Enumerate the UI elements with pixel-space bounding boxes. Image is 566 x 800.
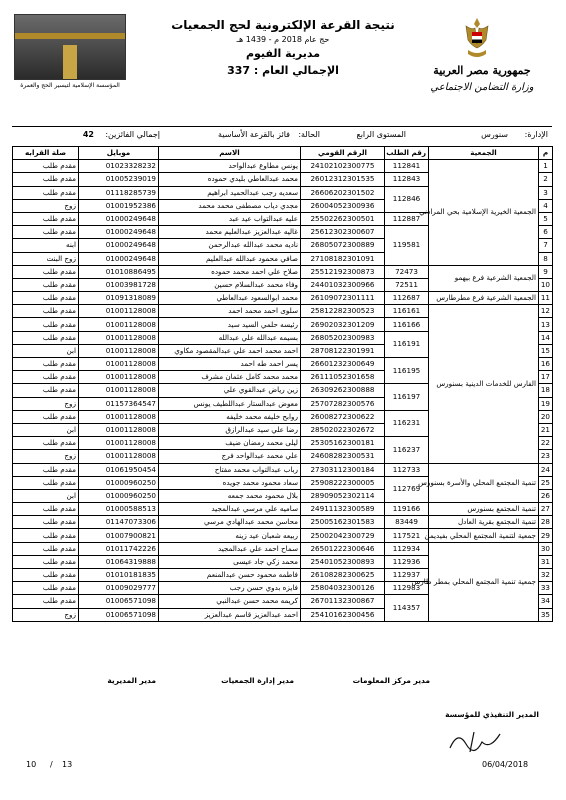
relationship: مقدم طلب [13, 160, 79, 173]
order-number: 112841 [385, 160, 429, 173]
mobile-number: 01000960250 [79, 476, 159, 489]
row-number: 15 [539, 344, 553, 357]
order-number: 119581 [385, 226, 429, 266]
association-name: الفارس للخدمات الدينية بسنورس [429, 305, 539, 463]
person-name: محمد عبدالعاطي بليدي حموده [159, 173, 301, 186]
relationship: مقدم طلب [13, 305, 79, 318]
row-number: 18 [539, 384, 553, 397]
col-header: الرقم القومي [301, 147, 385, 160]
order-number: 112983 [385, 582, 429, 595]
mobile-number: 01009029777 [79, 582, 159, 595]
person-name: يسر احمد طه احمد [159, 358, 301, 371]
page-header [0, 0, 566, 120]
relationship: مقدم طلب [13, 173, 79, 186]
national-id: 26309262300888 [301, 384, 385, 397]
row-number: 32 [539, 569, 553, 582]
national-id: 25707282300576 [301, 397, 385, 410]
row-number: 28 [539, 516, 553, 529]
order-number: 116231 [385, 410, 429, 436]
title-block [150, 18, 416, 77]
person-name: روابح خليفه محمد خليفه [159, 410, 301, 423]
person-name: سلوى احمد محمد احمد [159, 305, 301, 318]
person-name: محاسن محمد عبدالهادي مرسي [159, 516, 301, 529]
mobile-number: 01003981728 [79, 278, 159, 291]
association-name: الجمعية الخيرية الإسلامية بحي المرادني [429, 160, 539, 266]
page-subtitle: حج عام 2018 م - 1439 هـ [236, 35, 330, 44]
person-name: بلال محمود محمد جمعه [159, 489, 301, 502]
relationship: مقدم طلب [13, 265, 79, 278]
table-row [13, 529, 553, 542]
relationship: ابن [13, 489, 79, 502]
person-name: كريمه محمد حسن عبدالنبي [159, 595, 301, 608]
relationship: مقدم طلب [13, 569, 79, 582]
person-name: غاليه عبدالعزيز عبدالعليم محمد [159, 226, 301, 239]
order-number: 72473 [385, 265, 429, 278]
person-name: وفاء محمد عبدالسلام حسين [159, 278, 301, 291]
mobile-number: 01007900821 [79, 529, 159, 542]
person-name: عليه عبدالتواب عيد عبد [159, 212, 301, 225]
mobile-number: 01005239019 [79, 173, 159, 186]
national-id: 26805202300983 [301, 331, 385, 344]
mobile-number: 01011742226 [79, 542, 159, 555]
col-header: الاسم [159, 147, 301, 160]
mobile-number: 01064319888 [79, 555, 159, 568]
order-number: 119166 [385, 503, 429, 516]
mobile-number: 01091318089 [79, 292, 159, 305]
order-number: 116191 [385, 331, 429, 357]
mobile-number: 01001128008 [79, 410, 159, 423]
relationship: مقدم طلب [13, 371, 79, 384]
person-name: بسيمه عبدالله علي عبدالله [159, 331, 301, 344]
row-number: 10 [539, 278, 553, 291]
order-number: 116197 [385, 384, 429, 410]
col-header: صلة القرابه [13, 147, 79, 160]
table-row [13, 292, 553, 305]
person-name: محمد ابوالسعود عبدالعاطي [159, 292, 301, 305]
status-label: الحالة: [298, 130, 320, 139]
national-id: 25502262300501 [301, 212, 385, 225]
handwritten-signature [440, 726, 520, 756]
national-id: 27303112300184 [301, 463, 385, 476]
person-name: احمد عبدالعزيز قاسم عبدالعزيز [159, 608, 301, 621]
national-id: 26501222300646 [301, 542, 385, 555]
winners-value: 42 [82, 130, 94, 139]
relationship: مقدم طلب [13, 437, 79, 450]
national-id: 28502022302672 [301, 423, 385, 436]
national-id: 24102102300775 [301, 160, 385, 173]
info-bar [12, 126, 552, 143]
row-number: 22 [539, 437, 553, 450]
table-row [13, 542, 553, 555]
person-name: سعديه رجب عبدالحميد ابراهيم [159, 186, 301, 199]
row-number: 2 [539, 173, 553, 186]
order-number: 116195 [385, 358, 429, 384]
relationship: زوج [13, 397, 79, 410]
national-id: 26606202301502 [301, 186, 385, 199]
person-name: علي محمد عبدالواحد فرج [159, 450, 301, 463]
person-name: فاطمه محمود حسن عبدالمنعم [159, 569, 301, 582]
order-number: 112937 [385, 569, 429, 582]
national-id: 26108282300625 [301, 569, 385, 582]
association-name: الجمعية الشرعية فرع بيهمو [429, 265, 539, 291]
national-id: 25908222300005 [301, 476, 385, 489]
mobile-number: 01118285739 [79, 186, 159, 199]
person-name: فايزه بدوي حسن رجب [159, 582, 301, 595]
association-name: الجمعية الشرعية فرع مطرطارس [429, 292, 539, 305]
order-number: 112843 [385, 173, 429, 186]
national-id: 25410162300456 [301, 608, 385, 621]
results-table [12, 146, 553, 622]
mobile-number: 01061950454 [79, 463, 159, 476]
relationship: مقدم طلب [13, 292, 79, 305]
person-name: يونس مطاوع عبدالواحد [159, 160, 301, 173]
row-number: 8 [539, 252, 553, 265]
national-id: 26109072301111 [301, 292, 385, 305]
table-row [13, 305, 553, 318]
order-number: 116161 [385, 305, 429, 318]
relationship: زوج [13, 450, 79, 463]
order-number: 112934 [385, 542, 429, 555]
page-total: 13 [62, 760, 73, 769]
person-name: سعاد محمود محمد جويده [159, 476, 301, 489]
association-name: جمعية تنمية المجتمع المحلي بمطر طارس [429, 542, 539, 621]
person-name: رضا علي سيد عبدالرازق [159, 423, 301, 436]
ministry-name: وزارة التضامن الاجتماعي [430, 82, 534, 93]
row-number: 14 [539, 331, 553, 344]
row-number: 20 [539, 410, 553, 423]
table-body [13, 160, 553, 622]
relationship: مقدم طلب [13, 516, 79, 529]
row-number: 26 [539, 489, 553, 502]
association-name: تنمية المجتمع بقرية العادل [429, 516, 539, 529]
mobile-number: 01010181835 [79, 569, 159, 582]
level-label: المستوى الرابع [356, 130, 406, 139]
person-name: سماح احمد علي عبدالمجيد [159, 542, 301, 555]
row-number: 23 [539, 450, 553, 463]
row-number: 4 [539, 199, 553, 212]
national-id: 28708122301991 [301, 344, 385, 357]
mobile-number: 01000249648 [79, 252, 159, 265]
mobile-number: 01006571098 [79, 608, 159, 621]
col-header: رقم الطلب [385, 147, 429, 160]
person-name: احمد محمد احمد علي عبدالمقصود مكاوي [159, 344, 301, 357]
row-number: 12 [539, 305, 553, 318]
row-number: 13 [539, 318, 553, 331]
row-number: 24 [539, 463, 553, 476]
signature-row [12, 676, 552, 696]
row-number: 21 [539, 423, 553, 436]
association-name: تنمية المجتمع بسنورس [429, 503, 539, 516]
person-name: ليلى محمد رمضان ضيف [159, 437, 301, 450]
association-name: تنمية المجتمع المحلي والأسرة بسنورس [429, 463, 539, 503]
mobile-number: 01006571098 [79, 595, 159, 608]
table-header-row [13, 147, 553, 160]
order-number: 114357 [385, 595, 429, 621]
org-caption: المؤسسة الإسلامية لتيسير الحج والعمرة [20, 82, 120, 89]
national-id: 25512192300873 [301, 265, 385, 278]
row-number: 1 [539, 160, 553, 173]
national-id: 28909052302114 [301, 489, 385, 502]
national-id: 25812282300523 [301, 305, 385, 318]
national-id: 25002042300729 [301, 529, 385, 542]
mobile-number: 01001128008 [79, 344, 159, 357]
row-number: 17 [539, 371, 553, 384]
national-id: 24608282300531 [301, 450, 385, 463]
national-id: 26008272300622 [301, 410, 385, 423]
mobile-number: 01001128008 [79, 305, 159, 318]
mobile-number: 01001128008 [79, 423, 159, 436]
relationship: زوج [13, 608, 79, 621]
order-number: 72511 [385, 278, 429, 291]
person-name: معوض عبدالستار عبداللطيف يونس [159, 397, 301, 410]
order-number: 112887 [385, 212, 429, 225]
relationship: مقدم طلب [13, 595, 79, 608]
row-number: 27 [539, 503, 553, 516]
relationship: مقدم طلب [13, 226, 79, 239]
national-id: 26805072300889 [301, 239, 385, 252]
order-number: 112846 [385, 186, 429, 212]
person-name: صلاح علي احمد محمد حموده [159, 265, 301, 278]
national-id: 25401052300893 [301, 555, 385, 568]
national-id: 26004052300936 [301, 199, 385, 212]
row-number: 30 [539, 542, 553, 555]
row-number: 29 [539, 529, 553, 542]
order-number: 83449 [385, 516, 429, 529]
mobile-number: 01001952386 [79, 199, 159, 212]
relationship: زوج [13, 199, 79, 212]
relationship: زوج البنت [13, 252, 79, 265]
relationship: ابن [13, 344, 79, 357]
relationship: مقدم طلب [13, 463, 79, 476]
person-name: محمد زكي جاد عيسى [159, 555, 301, 568]
row-number: 34 [539, 595, 553, 608]
sig-assoc-admin: مدير إدارة الجمعيات [221, 676, 294, 685]
national-id: 26601232300649 [301, 358, 385, 371]
relationship: مقدم طلب [13, 358, 79, 371]
order-number: 116237 [385, 437, 429, 463]
relationship: مقدم طلب [13, 410, 79, 423]
mobile-number: 01023328232 [79, 160, 159, 173]
relationship: مقدم طلب [13, 384, 79, 397]
mobile-number: 01000249648 [79, 226, 159, 239]
relationship: مقدم طلب [13, 318, 79, 331]
relationship: مقدم طلب [13, 476, 79, 489]
mobile-number: 01010886495 [79, 265, 159, 278]
relationship: مقدم طلب [13, 529, 79, 542]
table-row [13, 463, 553, 476]
row-number: 25 [539, 476, 553, 489]
page-title: نتيجة القرعة الإلكترونية لحج الجمعيات [171, 18, 395, 32]
order-number: 112733 [385, 463, 429, 476]
national-id: 25305162300181 [301, 437, 385, 450]
relationship: مقدم طلب [13, 582, 79, 595]
person-name: ربيعه شعبان عيد زينه [159, 529, 301, 542]
mobile-number: 01001128008 [79, 318, 159, 331]
row-number: 11 [539, 292, 553, 305]
col-header: الجمعية [429, 147, 539, 160]
person-name: محمد محمد كامل عثمان مشرف [159, 371, 301, 384]
eagle-emblem-icon [462, 16, 492, 62]
admin-value: سنورس [481, 130, 508, 139]
association-name: جمعية لتنمية المجتمع المحلي بفيديمن [429, 529, 539, 542]
table-row [13, 503, 553, 516]
national-id: 26902032301209 [301, 318, 385, 331]
directorate: مديرية الفيوم [245, 47, 321, 60]
relationship: ابنه [13, 239, 79, 252]
person-name: ساميه علي مرسي عبدالمجيد [159, 503, 301, 516]
mobile-number: 01000249648 [79, 239, 159, 252]
national-id: 24911132300589 [301, 503, 385, 516]
national-id: 26012312301535 [301, 173, 385, 186]
person-name: رئيسه حلمي السيد سيد [159, 318, 301, 331]
row-number: 33 [539, 582, 553, 595]
national-id: 25612302300607 [301, 226, 385, 239]
table-row [13, 160, 553, 173]
person-name: ناديه محمد عبدالله عبدالرحمن [159, 239, 301, 252]
row-number: 6 [539, 226, 553, 239]
mobile-number: 01147073306 [79, 516, 159, 529]
row-number: 3 [539, 186, 553, 199]
sig-directorate-head: مدير المديرية [107, 676, 156, 685]
national-id: 26111052301658 [301, 371, 385, 384]
sig-info-center: مدير مركز المعلومات [352, 676, 430, 685]
national-id: 25005162301583 [301, 516, 385, 529]
mobile-number: 01001128008 [79, 358, 159, 371]
page-number: 10 [26, 760, 37, 769]
mobile-number: 01001128008 [79, 371, 159, 384]
order-number: 117521 [385, 529, 429, 542]
col-header: م [539, 147, 553, 160]
status-value: فائز بالقرعة الأساسية [218, 130, 290, 139]
person-name: مجدي دياب مصطفى محمد محمد [159, 199, 301, 212]
mobile-number: 01000249648 [79, 212, 159, 225]
relationship: مقدم طلب [13, 542, 79, 555]
mobile-number: 01000960250 [79, 489, 159, 502]
row-number: 35 [539, 608, 553, 621]
national-id: 26701132300867 [301, 595, 385, 608]
row-number: 19 [539, 397, 553, 410]
person-name: زين رياض عبدالقوي علي [159, 384, 301, 397]
winners-label: إجمالي الفائزين: [105, 130, 160, 139]
mobile-number: 01000588513 [79, 503, 159, 516]
col-header: موبايل [79, 147, 159, 160]
row-number: 7 [539, 239, 553, 252]
country-name: جمهورية مصر العربية [433, 64, 531, 77]
print-date: 06/04/2018 [482, 760, 529, 769]
table-row [13, 265, 553, 278]
order-number: 116166 [385, 318, 429, 331]
relationship: مقدم طلب [13, 278, 79, 291]
table-row [13, 516, 553, 529]
relationship: مقدم طلب [13, 555, 79, 568]
mobile-number: 01001128008 [79, 331, 159, 344]
sig-executive: المدير التنفيذي للمؤسسة [445, 710, 539, 719]
mobile-number: 01001128008 [79, 450, 159, 463]
order-number: 112936 [385, 555, 429, 568]
mobile-number: 01001128008 [79, 437, 159, 450]
admin-label: الإدارة: [524, 130, 548, 139]
kaaba-image [14, 14, 126, 80]
national-id: 24401032300966 [301, 278, 385, 291]
national-id: 27108182301091 [301, 252, 385, 265]
total-count: الإجمالي العام : 337 [227, 64, 339, 77]
person-name: صافي محمود عبدالله عبدالعليم [159, 252, 301, 265]
row-number: 5 [539, 212, 553, 225]
relationship: مقدم طلب [13, 186, 79, 199]
row-number: 31 [539, 555, 553, 568]
relationship: مقدم طلب [13, 503, 79, 516]
person-name: رباب عبدالتواب محمد مفتاح [159, 463, 301, 476]
relationship: مقدم طلب [13, 212, 79, 225]
relationship: ابن [13, 423, 79, 436]
page-sep: / [50, 760, 53, 769]
order-number: 112687 [385, 292, 429, 305]
row-number: 16 [539, 358, 553, 371]
order-number: 112769 [385, 476, 429, 502]
national-id: 25804032300126 [301, 582, 385, 595]
mobile-number: 01001128008 [79, 384, 159, 397]
mobile-number: 01157364547 [79, 397, 159, 410]
relationship: مقدم طلب [13, 331, 79, 344]
row-number: 9 [539, 265, 553, 278]
